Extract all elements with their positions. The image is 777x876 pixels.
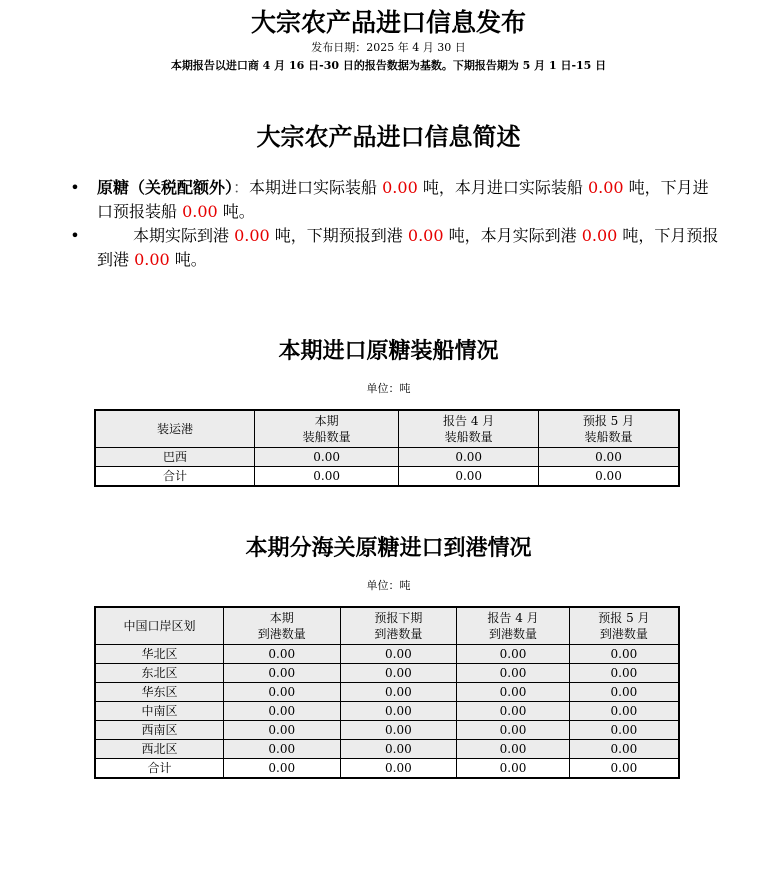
total-label: 合计 [95, 467, 254, 487]
header-may-forecast-shipment: 预报 5 月 装船数量 [538, 410, 679, 448]
label-colon: ： [233, 178, 250, 197]
summary-title: 大宗农产品进口信息简述 [256, 122, 521, 151]
table-cell: 0.00 [340, 721, 457, 740]
region-name: 东北区 [95, 664, 223, 683]
table-cell: 0.00 [223, 664, 340, 683]
table-cell: 0.00 [457, 683, 570, 702]
bullet-icon: • [70, 178, 80, 197]
table-row [95, 683, 679, 702]
header-port: 装运港 [95, 410, 254, 448]
header-next-forecast-arrival: 预报下期 到港数量 [340, 607, 457, 645]
table-cell: 0.00 [340, 645, 457, 664]
header-current-shipment: 本期 装船数量 [254, 410, 399, 448]
table-row [95, 721, 679, 740]
table-cell: 0.00 [399, 448, 539, 467]
summary-text: 本期实际到港 [133, 226, 235, 245]
summary-value: 0.00 [382, 178, 418, 197]
table-cell: 0.00 [569, 721, 679, 740]
table-cell: 0.00 [223, 702, 340, 721]
table-cell: 0.00 [223, 740, 340, 759]
summary-text: 吨，本月实际到港 [443, 226, 582, 245]
summary-text: 吨。 [169, 250, 207, 269]
table-header-row [95, 410, 679, 448]
table-cell: 0.00 [538, 448, 679, 467]
summary-text: 吨。 [217, 202, 255, 221]
table-row [95, 740, 679, 759]
region-name: 华东区 [95, 683, 223, 702]
shipment-section-title: 本期进口原糖装船情况 [278, 338, 499, 364]
summary-value: 0.00 [182, 202, 218, 221]
summary-value: 0.00 [134, 250, 170, 269]
summary-item-shipment [70, 176, 720, 224]
table-cell: 0.00 [457, 702, 570, 721]
table-row-total [95, 759, 679, 779]
table-cell: 0.00 [254, 467, 399, 487]
table-cell: 0.00 [223, 759, 340, 779]
table-cell: 0.00 [457, 645, 570, 664]
summary-list [70, 176, 720, 272]
table-row-total [95, 467, 679, 487]
arrival-unit: 单位：吨 [366, 579, 411, 592]
summary-text: 吨，下期预报到港 [269, 226, 408, 245]
table-row [95, 702, 679, 721]
summary-value: 0.00 [581, 226, 618, 245]
table-cell: 0.00 [223, 721, 340, 740]
summary-text: 吨，下月预报到港 [97, 226, 719, 269]
arrival-table [94, 606, 680, 779]
header-region: 中国口岸区划 [95, 607, 223, 645]
summary-value: 0.00 [587, 178, 624, 197]
page-title: 大宗农产品进口信息发布 [250, 8, 526, 37]
table-cell: 0.00 [569, 664, 679, 683]
summary-item-arrival [70, 224, 720, 272]
table-row [95, 448, 679, 467]
table-cell: 0.00 [340, 759, 457, 779]
table-cell: 0.00 [457, 759, 570, 779]
summary-value: 0.00 [234, 226, 270, 245]
region-name: 中南区 [95, 702, 223, 721]
header-current-arrival: 本期 到港数量 [223, 607, 340, 645]
port-name: 巴西 [95, 448, 254, 467]
table-cell: 0.00 [457, 740, 570, 759]
summary-value: 0.00 [407, 226, 444, 245]
summary-text: 本期进口实际装船 [249, 178, 383, 197]
table-row [95, 664, 679, 683]
table-cell: 0.00 [223, 683, 340, 702]
table-header-row [95, 607, 679, 645]
region-name: 西南区 [95, 721, 223, 740]
table-cell: 0.00 [340, 664, 457, 683]
table-cell: 0.00 [569, 759, 679, 779]
table-cell: 0.00 [569, 683, 679, 702]
header-april-shipment: 报告 4 月 装船数量 [399, 410, 539, 448]
summary-text: 吨，下月进口预报装船 [97, 178, 709, 221]
shipment-unit: 单位：吨 [366, 382, 411, 395]
region-name: 西北区 [95, 740, 223, 759]
arrival-section-title: 本期分海关原糖进口到港情况 [245, 535, 532, 561]
table-cell: 0.00 [340, 683, 457, 702]
table-cell: 0.00 [254, 448, 399, 467]
publish-date: 发布日期：2025 年 4 月 30 日 [311, 41, 466, 54]
table-cell: 0.00 [569, 645, 679, 664]
header-april-arrival: 报告 4 月 到港数量 [457, 607, 570, 645]
table-cell: 0.00 [457, 664, 570, 683]
bullet-icon: • [70, 226, 80, 245]
region-name: 华北区 [95, 645, 223, 664]
table-cell: 0.00 [340, 740, 457, 759]
product-label: 原糖（关税配额外） [97, 178, 234, 197]
table-cell: 0.00 [223, 645, 340, 664]
summary-text: 吨，本月进口实际装船 [417, 178, 588, 197]
report-period-note: 本期报告以进口商 4 月 16 日-30 日的报告数据为基数。下期报告期为 5 月 1 日-15 日 [170, 59, 607, 72]
table-cell: 0.00 [538, 467, 679, 487]
table-cell: 0.00 [569, 702, 679, 721]
shipment-table [94, 409, 680, 487]
total-label: 合计 [95, 759, 223, 779]
table-cell: 0.00 [457, 721, 570, 740]
header-may-forecast-arrival: 预报 5 月 到港数量 [569, 607, 679, 645]
table-cell: 0.00 [569, 740, 679, 759]
table-row [95, 645, 679, 664]
table-cell: 0.00 [399, 467, 539, 487]
table-cell: 0.00 [340, 702, 457, 721]
